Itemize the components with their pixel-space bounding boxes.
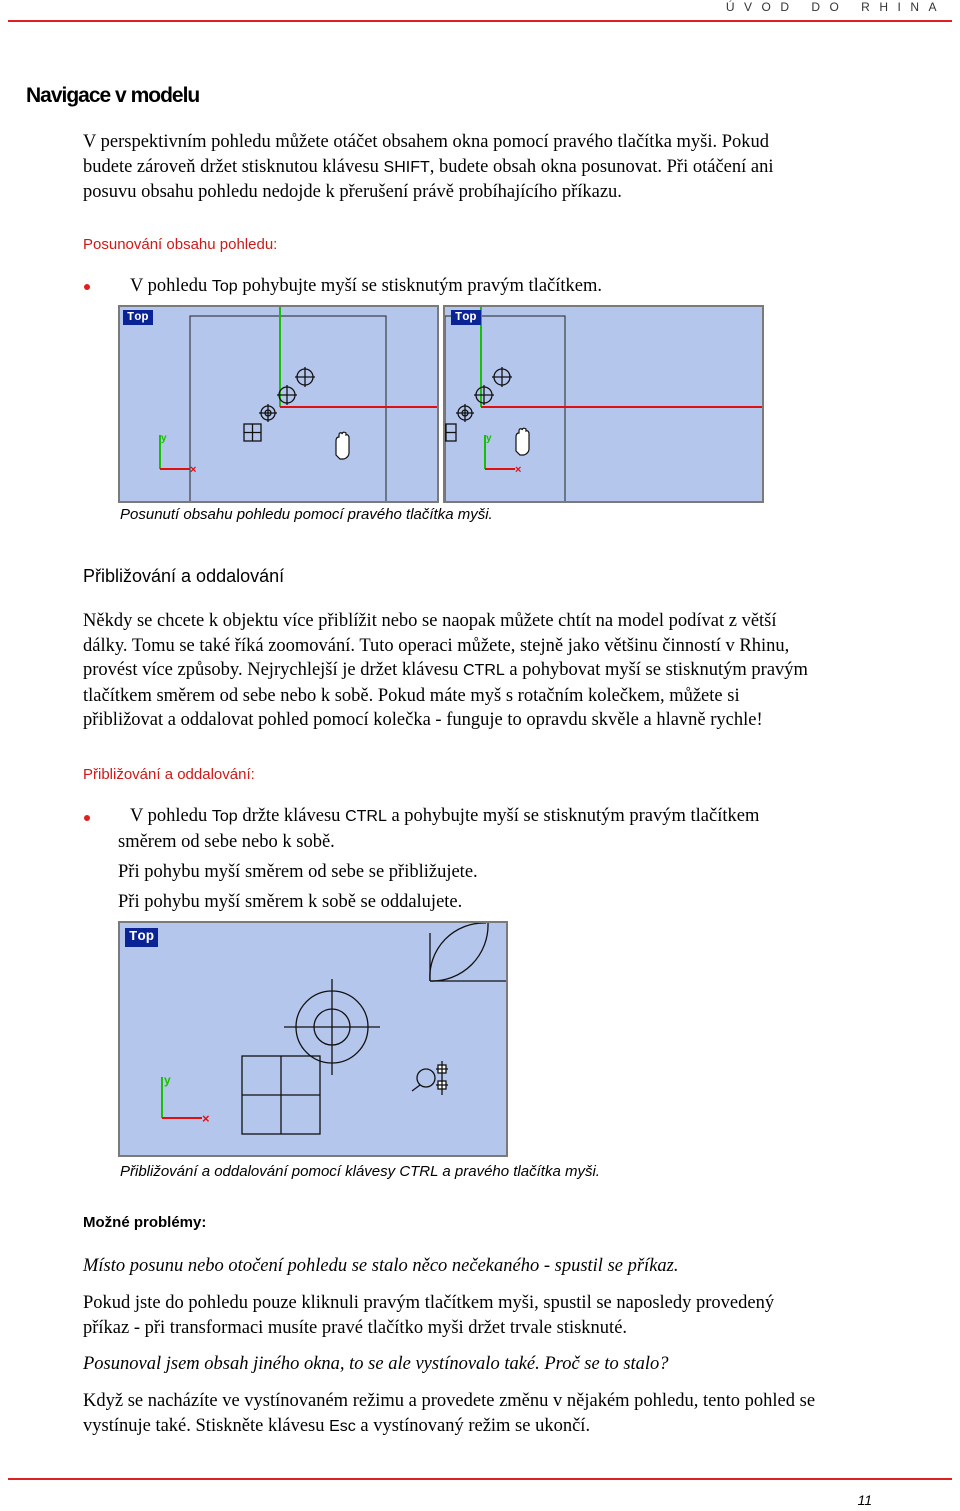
zoom-caption: Přibližování a oddalování pomocí klávesy CTRL a pravého tlačítka myši. [120, 1163, 600, 1180]
viewport-top-after [443, 305, 764, 503]
svg-text:×: × [190, 464, 197, 476]
viewport-drawing [120, 307, 437, 501]
viewport-label: Top [451, 310, 481, 325]
header-rule [8, 20, 952, 22]
svg-text:y: y [161, 433, 167, 444]
bullet-text: pohybujte myší se stisknutým pravým tlačítkem. [237, 276, 602, 296]
zoom-line-5: přibližovat a oddalovat pohled pomocí kolečka - funguje to opravdu skvěle a hlavně rychle! [83, 710, 763, 730]
section-heading-zoom: Přibližování a oddalování [83, 566, 285, 586]
zoom-bullet-line-1 [118, 804, 948, 830]
svg-text:y: y [486, 433, 492, 444]
svg-text:×: × [515, 464, 522, 476]
bullet-text: držte klávesu [237, 806, 346, 826]
zoom-line-4: tlačítkem směrem od sebe nebo k sobě. Pokud máte myš s rotačním kolečkem, můžete si [83, 685, 740, 706]
zoom-bullet-line-2: směrem od sebe nebo k sobě. [118, 831, 335, 852]
problems-heading: Možné problémy: [83, 1214, 207, 1231]
answer-text: a vystínovaný režim se ukončí. [355, 1415, 591, 1436]
intro-line-3: posuvu obsahu pohledu nedojde k přerušení právě probíhajícího příkazu. [83, 182, 622, 202]
bullet-text: V pohledu [130, 276, 212, 296]
zoom-text: provést více způsoby. Nejrychlejší je držet klávesu [83, 660, 463, 680]
key-esc: Esc [329, 1417, 356, 1435]
key-top: Top [211, 278, 238, 295]
answer-line: Když se nacházíte ve vystínovaném režimu a provedete změnu v nějakém pohledu, tento pohled se [83, 1391, 816, 1411]
problem-answer-1 [83, 1291, 951, 1340]
viewport-drawing [120, 923, 506, 1155]
page-title: Navigace v modelu [26, 84, 200, 107]
page-number: 11 [857, 1492, 872, 1508]
bullet-dot [84, 815, 90, 821]
key-top: Top [211, 808, 238, 825]
pan-bullet [130, 274, 930, 300]
intro-line-2 [83, 155, 951, 181]
footer-rule [8, 1478, 952, 1480]
svg-text:×: × [202, 1111, 210, 1126]
viewport-label: Top [123, 310, 153, 325]
zoom-out-note: Při pohybu myší směrem k sobě se oddalujete. [118, 892, 463, 912]
svg-text:y: y [164, 1073, 171, 1087]
intro-text: budete zároveň držet stisknutou klávesu [83, 156, 384, 177]
zoom-paragraph [83, 609, 951, 733]
answer-text: vystínuje také. Stiskněte klávesu [83, 1415, 330, 1436]
answer-line: příkaz - při transformaci musíte pravé tlačítko myši držet trvale stisknuté. [83, 1317, 628, 1338]
problem-question-1: Místo posunu nebo otočení pohledu se stalo něco nečekaného - spustil se příkaz. [83, 1256, 679, 1276]
pan-subheading: Posunování obsahu pohledu: [83, 236, 278, 253]
zoom-line-3 [83, 658, 951, 684]
key-ctrl: CTRL [345, 808, 387, 825]
problem-question-2: Posunoval jsem obsah jiného okna, to se ale vystínovalo také. Proč se to stalo? [83, 1354, 669, 1374]
pan-caption: Posunutí obsahu pohledu pomocí pravého tlačítka myši. [120, 506, 493, 523]
bullet-dot [84, 284, 90, 290]
answer-line: Pokud jste do pohledu pouze kliknuli pravým tlačítkem myši, spustil se naposledy provedený [83, 1293, 775, 1313]
key-shift: SHIFT [383, 158, 430, 176]
problem-answer-2 [83, 1389, 951, 1439]
intro-text: , budete obsah okna posunovat. Při otáčení ani [429, 156, 774, 177]
answer-line [83, 1414, 951, 1440]
bullet-text: a pohybujte myší se stisknutým pravým tlačítkem [386, 806, 760, 826]
zoom-line-2: dálky. Tomu se také říká zoomování. Tuto operaci můžete, stejně jako většinu činností v Rhinu, [83, 635, 790, 656]
zoom-line-1: Někdy se chcete k objektu více přiblížit nebo se naopak můžete chtít na model podívat z větší [83, 611, 777, 631]
zoom-text: a pohybovat myší se stisknutým pravým [504, 660, 808, 680]
zoom-in-note: Při pohybu myší směrem od sebe se přibližujete. [118, 862, 478, 882]
viewport-top-zoom [118, 921, 508, 1157]
bullet-text: V pohledu [130, 806, 212, 826]
intro-line-1: V perspektivním pohledu můžete otáčet obsahem okna pomocí pravého tlačítka myši. Pokud [83, 132, 770, 152]
zoom-subheading: Přibližování a oddalování: [83, 766, 255, 783]
intro-paragraph [83, 130, 951, 205]
viewport-top-before [118, 305, 439, 503]
viewport-label: Top [125, 928, 158, 947]
viewport-drawing [445, 307, 762, 501]
key-ctrl: CTRL [462, 662, 505, 679]
running-header: ÚVOD DO RHINA [725, 0, 946, 14]
zoom-bullet [118, 804, 948, 854]
